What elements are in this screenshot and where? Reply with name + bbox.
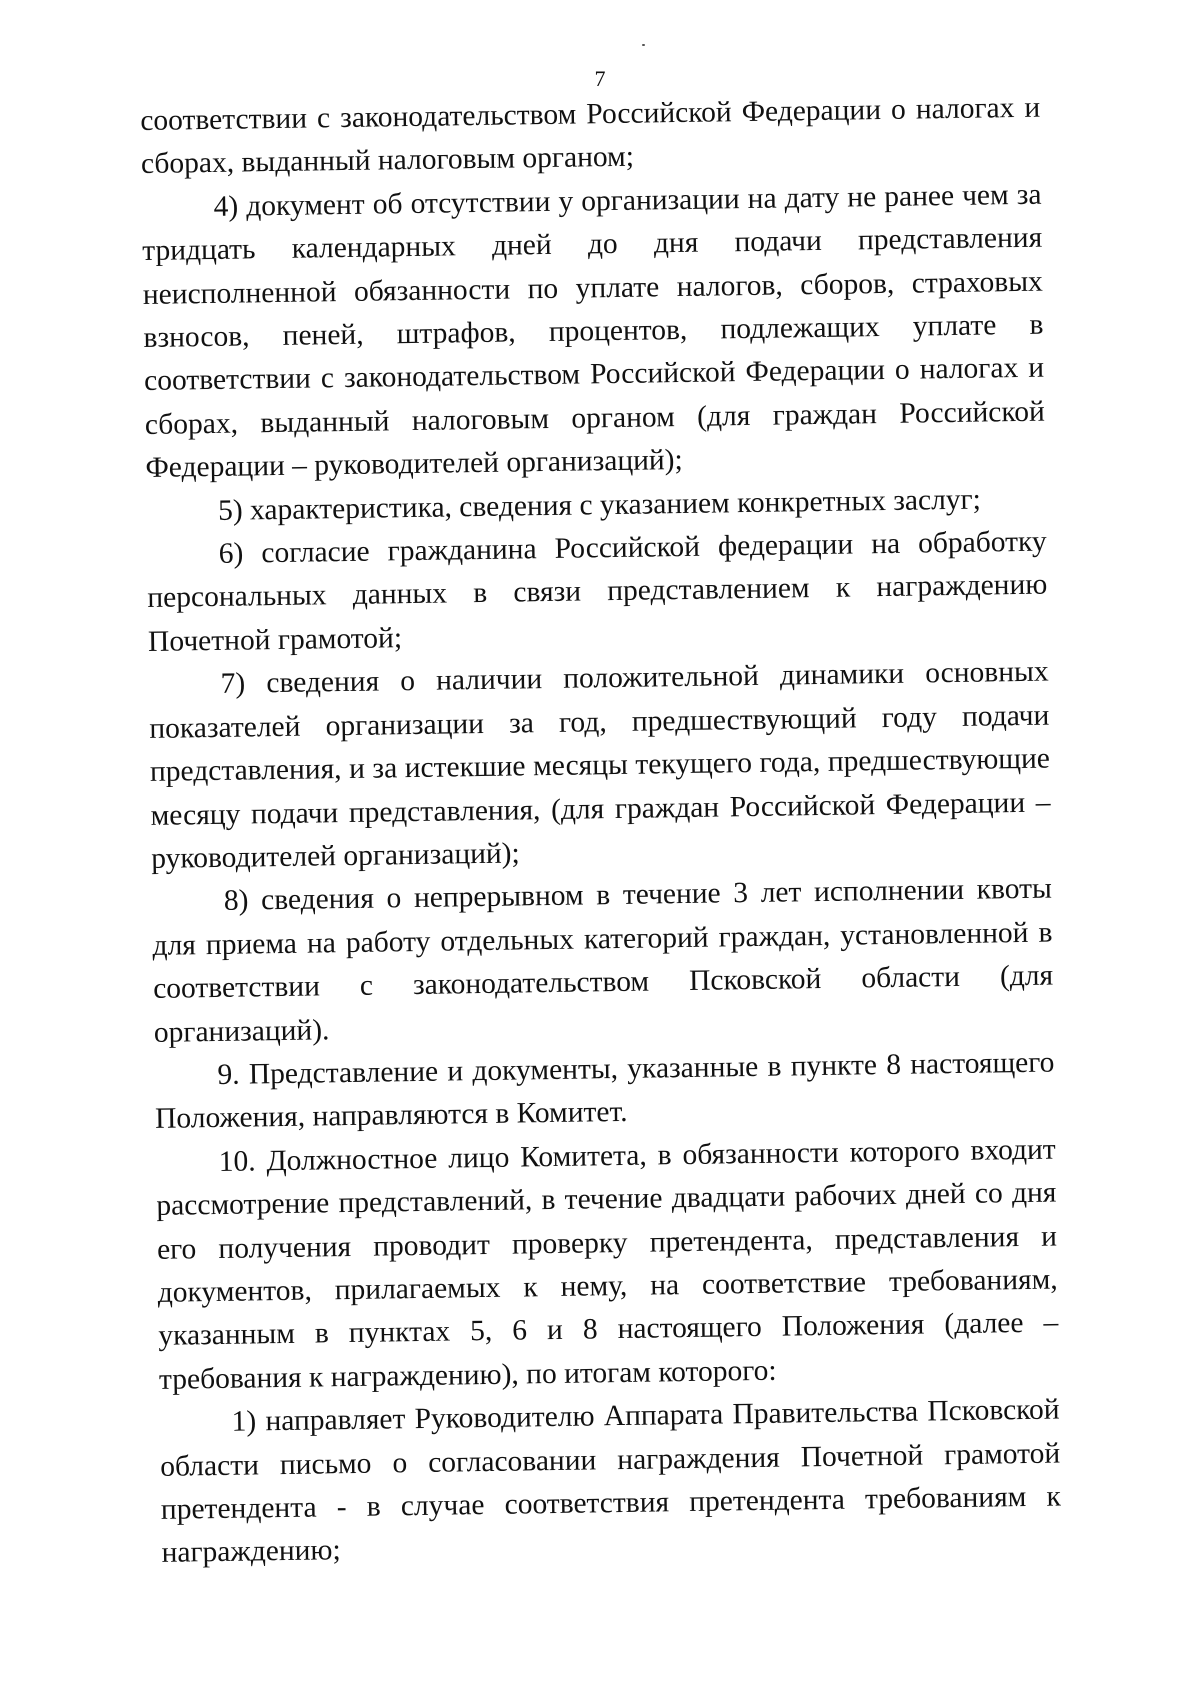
list-item-6: 6) согласие гражданина Российской федерации на обработку персональных данных в связи представлением к награждению Почетной грамотой; <box>147 525 1048 658</box>
list-item-5: 5) характеристика, сведения с указанием конкретных заслуг; <box>217 483 982 527</box>
document-body <box>140 87 1062 1576</box>
list-item-1: 1) направляет Руководителю Аппарата Правительства Псковской области письмо о согласовании награждения Почетной грамотой претендента - в случае соответствия претендента требованиям к награждению; <box>160 1393 1062 1570</box>
paragraph-continuation: соответствии с законодательством Российской Федерации о налогах и сборах, выданный налоговым органом; <box>140 91 1041 181</box>
scan-speck <box>642 44 645 46</box>
paragraph-10: 10. Должностное лицо Комитета, в обязанности которого входит рассмотрение представлений, в течение двадцати рабочих дней со дня его получения проводит проверку претендента, представления и документов, прилагаемых к нему, на соответствие требованиям, указанным в пунктах 5, 6 и 8 настоящего Положения (далее – требования к награждению), по итогам которого: <box>156 1133 1059 1396</box>
paragraph-9: 9. Представление и документы, указанные в пункте 8 настоящего Положения, направляются в Комитет. <box>154 1046 1055 1136</box>
list-item-4: 4) документ об отсутствии у организации на дату не ранее чем за тридцать календарных дней до дня подачи представления неисполненной обязанности по уплате налогов, сборов, страховых взносов, пеней, штрафов, процентов, подлежащих уплате в соответствии с законодательством Российской Федерации о налогах и сборах, выданный налоговым органом (для граждан Российской Федерации – руководителей организаций); <box>142 178 1045 485</box>
list-item-8: 8) сведения о непрерывном в течение 3 лет исполнении квоты для приема на работу отдельных категорий граждан, установленной в соответствии с законодательством Псковской области (для организаций). <box>152 872 1054 1049</box>
page-number: 7 <box>594 66 606 91</box>
list-item-7: 7) сведения о наличии положительной динамики основных показателей организации за год, предшествующий году подачи представления, и за истекшие месяцы текущего года, предшествующие месяцу подачи представления, (для граждан Российской Федерации – руководителей организаций); <box>149 655 1051 875</box>
